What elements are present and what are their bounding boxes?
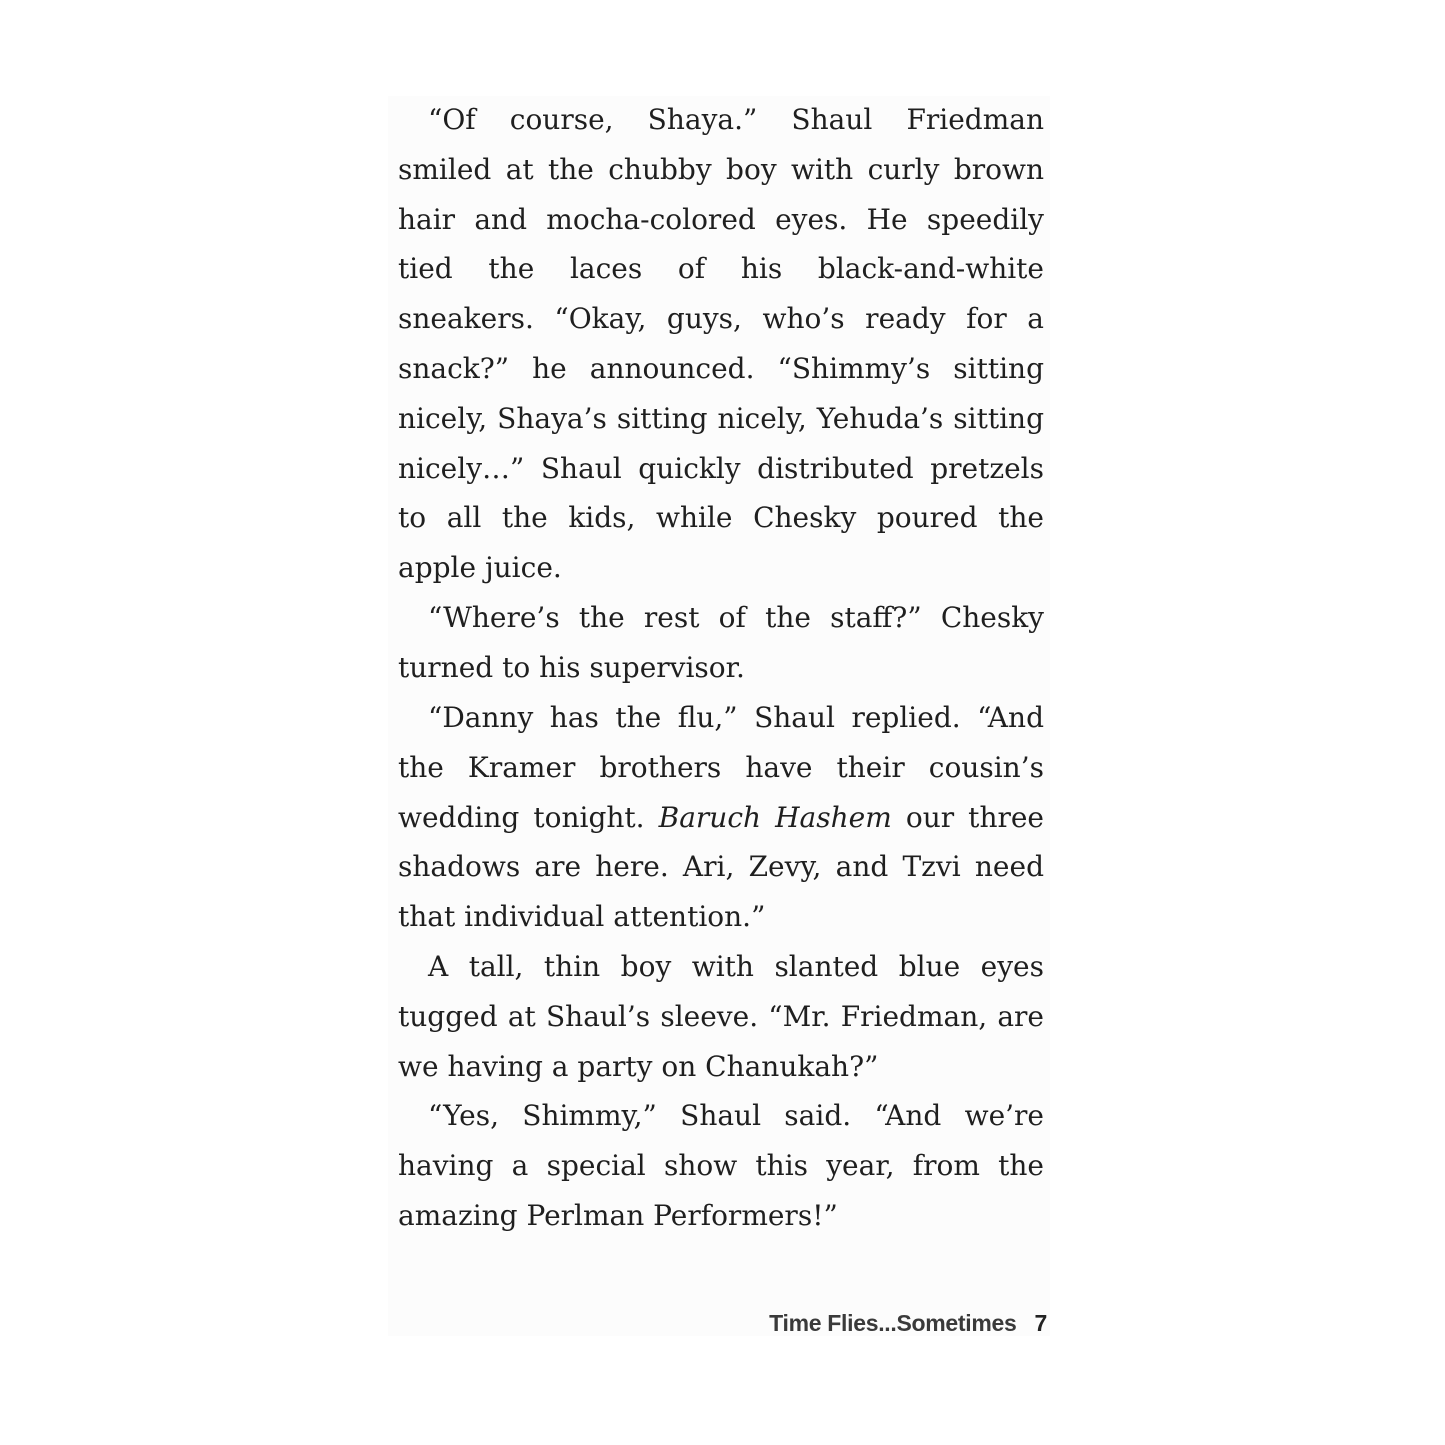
paragraph xyxy=(398,693,1044,942)
paragraph xyxy=(398,95,1044,593)
paragraph xyxy=(398,593,1044,693)
page-footer xyxy=(769,1310,1047,1337)
paragraph-text: our three shadows are here. Ari, Zevy, and Tzvi need that individual attention.” xyxy=(398,800,1044,934)
running-title: Time Flies...Sometimes xyxy=(769,1310,1017,1336)
page-number: 7 xyxy=(1034,1310,1047,1336)
paragraph-text: “Danny has the flu,” Shaul replied. “And the Kramer brothers have their cousin’s wedding tonight. xyxy=(398,701,1044,834)
paragraph xyxy=(398,942,1044,1091)
paragraph-text: “Of course, Shaya.” Shaul Friedman smiled at the chubby boy with curly brown hair and mocha-colored eyes. He speedily tied the laces of his black-and-white sneakers. “Okay, guys, who’s ready for a snack?” he announced. “Shimmy’s sitting nicely, Shaya’s sitting nicely, Yehuda’s sitting nicely…” Shaul quickly distributed pretzels to all the kids, while Chesky poured the apple juice. xyxy=(398,103,1044,585)
paragraph-text: A tall, thin boy with slanted blue eyes tugged at Shaul’s sleeve. “Mr. Friedman, are we having a party on Chanukah?” xyxy=(398,950,1044,1083)
paragraph-text: “Yes, Shimmy,” Shaul said. “And we’re having a special show this year, from the amazing Perlman Performers!” xyxy=(398,1099,1044,1232)
paragraph-text: “Where’s the rest of the staff?” Chesky turned to his supervisor. xyxy=(398,601,1044,684)
paragraph xyxy=(398,1091,1044,1240)
italic-phrase: Baruch Hashem xyxy=(658,800,892,834)
